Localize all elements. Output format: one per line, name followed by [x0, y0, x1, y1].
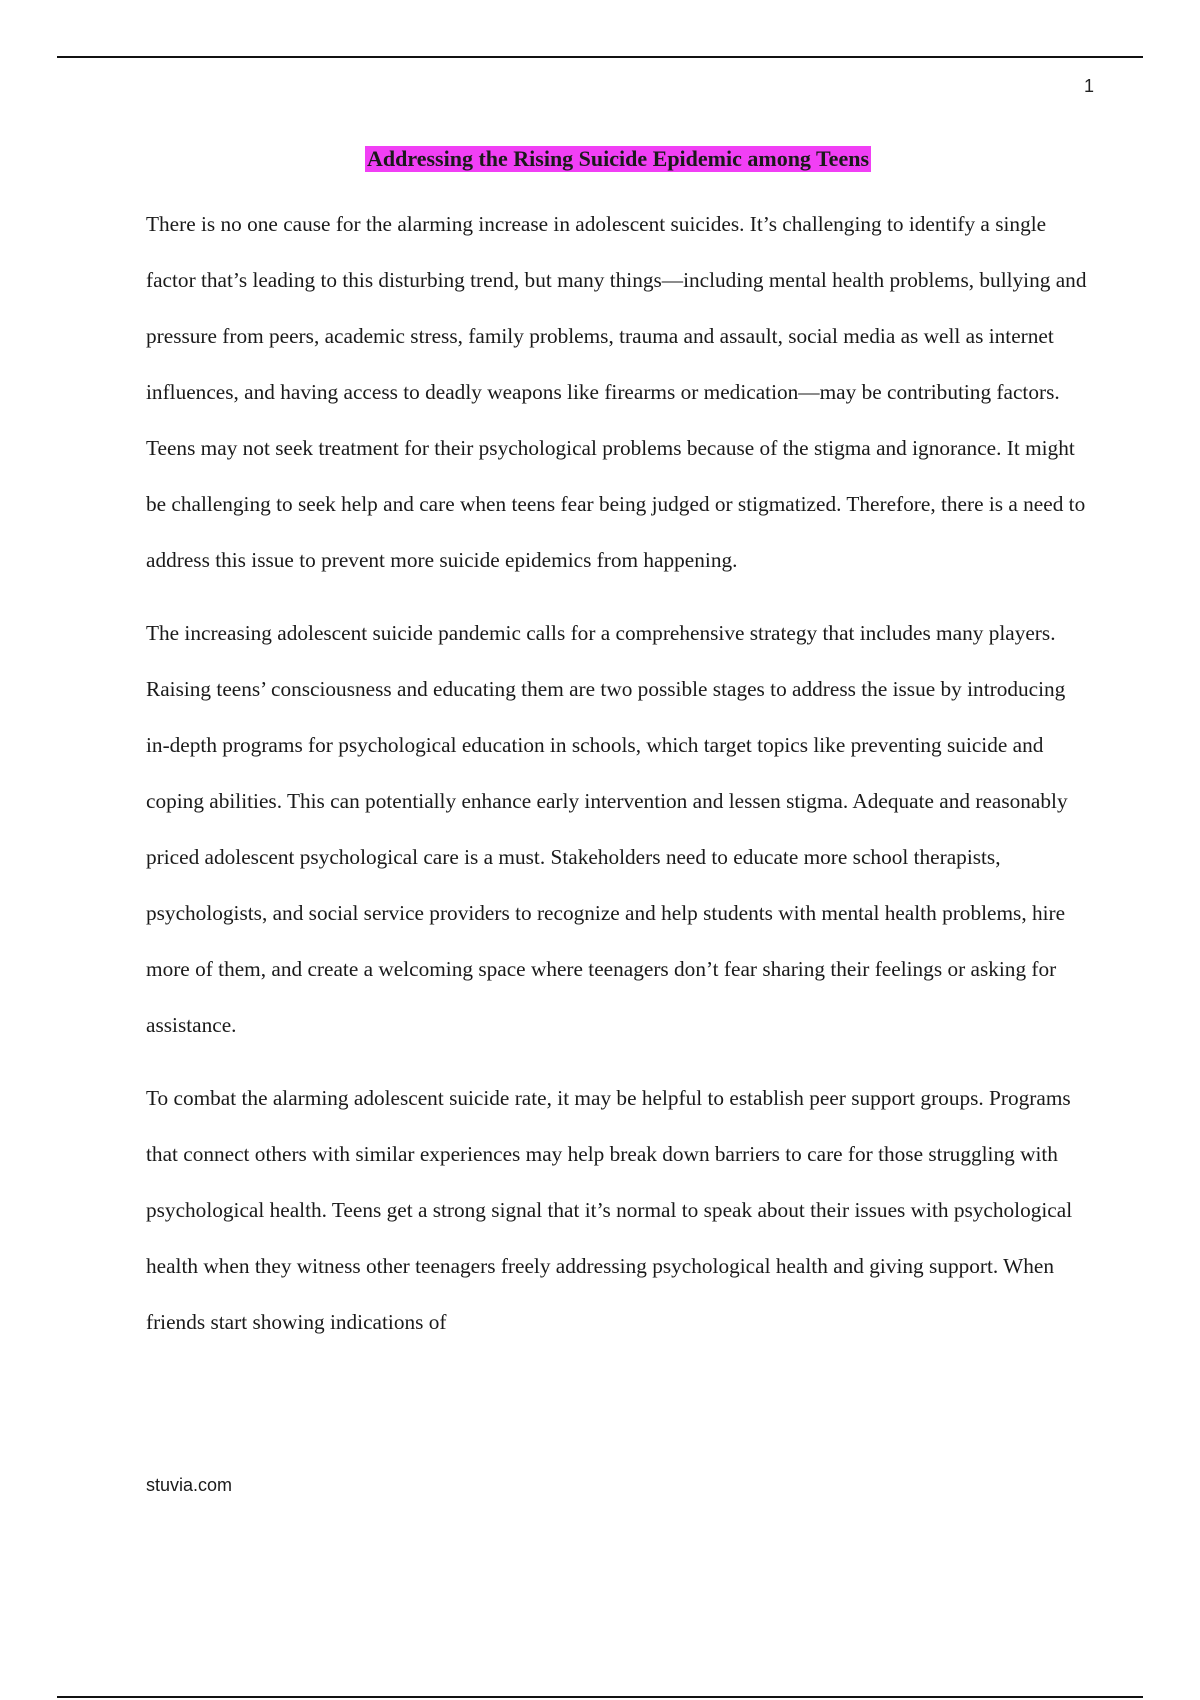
- footer-rule: [57, 1696, 1143, 1698]
- document-body: [146, 213, 1091, 1367]
- header-rule: [57, 56, 1143, 58]
- paragraph-1: There is no one cause for the alarming increase in adolescent suicides. It’s challenging to identify a single factor that’s leading to this disturbing trend, but many things—including mental health problems, bullying and pressure from peers, academic stress, family problems, trauma and assault, social media as well as internet influences, and having access to deadly weapons like firearms or medication—may be contributing factors. Teens may not seek treatment for their psychological problems because of the stigma and ignorance. It might be challenging to seek help and care when teens fear being judged or stigmatized. Therefore, there is a need to address this issue to prevent more suicide epidemics from happening.: [146, 212, 1087, 572]
- paragraph-3: To combat the alarming adolescent suicide rate, it may be helpful to establish peer support groups. Programs that connect others with similar experiences may help break down barriers to care for those struggling with psychological health. Teens get a strong signal that it’s normal to speak about their issues with psychological health when they witness other teenagers freely addressing psychological health and giving support. When friends start showing indications of: [146, 1086, 1073, 1334]
- document-title-container: [0, 146, 1200, 172]
- paragraph-2: The increasing adolescent suicide pandemic calls for a comprehensive strategy that includes many players. Raising teens’ consciousness and educating them are two possible stages to address the issue by introducing in-depth programs for psychological education in schools, which target topics like preventing suicide and coping abilities. This can potentially enhance early intervention and lessen stigma. Adequate and reasonably priced adolescent psychological care is a must. Stakeholders need to educate more school therapists, psychologists, and social service providers to recognize and help students with mental health problems, hire more of them, and create a welcoming space where teenagers don’t fear sharing their feelings or asking for assistance.: [146, 621, 1068, 1037]
- source-watermark: stuvia.com: [146, 1475, 233, 1495]
- document-title: Addressing the Rising Suicide Epidemic among Teens: [366, 146, 870, 171]
- page-number: 1: [1083, 76, 1094, 96]
